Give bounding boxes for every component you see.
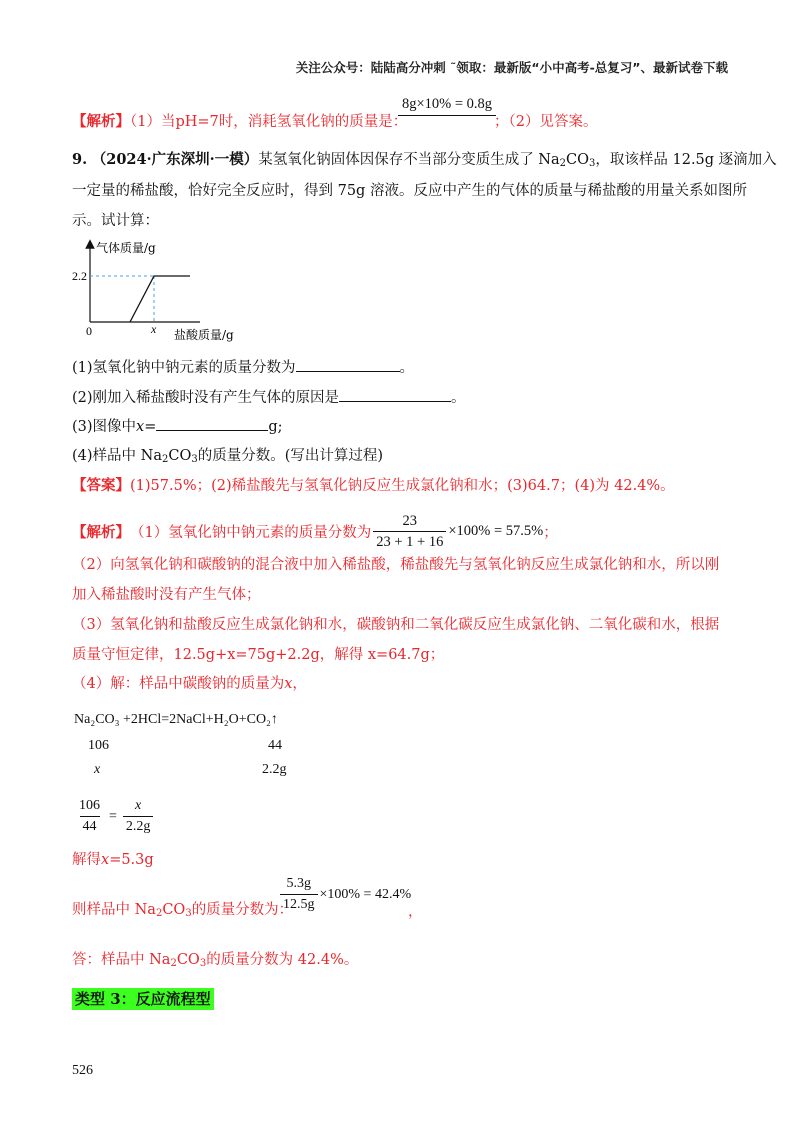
proportion-left: [76, 796, 103, 837]
prev-analysis-text2: ；（2）见答案。: [494, 114, 598, 130]
solve-x: x: [101, 852, 110, 868]
ratio-den: 12.5g: [280, 894, 318, 915]
chemical-equation: Na₂CO₃ +2HCl=2NaCl+H₂O+CO₂↑: [74, 712, 278, 727]
prev-analysis: [72, 110, 407, 131]
ratio-end: ，: [408, 904, 423, 920]
sub2-blank: [339, 400, 451, 402]
answer-text: (1)57.5%；(2)稀盐酸先与氢氧化钠反应生成氯化钠和水；(3)64.7；(4)为 42.4%。: [130, 478, 675, 494]
sub3-blank: [156, 429, 268, 431]
analysis-4-x: x: [284, 676, 293, 692]
analysis-1: [72, 511, 558, 552]
x-tick-label: x: [151, 322, 157, 336]
na-fraction: [373, 511, 446, 552]
section-title: [72, 988, 214, 1009]
origin-label: 0: [86, 324, 92, 338]
proportion-num-1: 106: [79, 798, 100, 813]
ratio-text-b: 的质量分数为：: [191, 902, 294, 918]
stem-part-a: 某氢氧化钠固体因保存不当部分变质生成了 Na: [258, 152, 560, 168]
sub-question-3: [72, 415, 283, 436]
ratio-text-a: 则样品中 Na: [72, 902, 156, 918]
proportion-num-2: x: [135, 798, 142, 813]
ratio-line: 则样品中 $Na_2CO_3$的质量分数为：: [72, 902, 294, 919]
prev-analysis-text1: （1）当pH=7时，消耗氢氧化钠的质量是：: [130, 114, 408, 130]
eq-mass-106: 106: [88, 738, 109, 753]
eq-mass-44: 44: [268, 738, 282, 753]
sub-question-1: [72, 356, 414, 377]
na-fraction-den: 23 + 1 + 16: [373, 531, 446, 552]
ratio-num: 5.3g: [286, 876, 311, 891]
question-9-line1: 9. （2024·广东深圳·一模）某氢氧化钠固体因保存不当部分变质生成了 $Na_2CO_3$，取该样品 12.5g 逐滴加入: [72, 151, 777, 169]
sub-question-2: [72, 386, 466, 407]
analysis-4: [72, 672, 307, 693]
stem-part-b: ，取该样品 12.5g 逐滴加入: [595, 152, 777, 168]
eq-unknown-x: x: [94, 762, 101, 777]
analysis-3: （3）氢氧化钠和盐酸反应生成氯化钠和水，碳酸钠和二氧化碳反应生成氯化钠、二氧化碳和水，根据质量守恒定律，12.5g+x=75g+2.2g，解得 x=64.7g；: [72, 617, 720, 663]
y-axis-label: 气体质量/g: [96, 241, 156, 255]
proportion-den-1: 44: [80, 816, 100, 837]
ratio-formula: [278, 874, 411, 915]
answer-line: [72, 474, 675, 495]
analysis-tag: 【解析】: [72, 113, 130, 130]
sub2-end: 。: [451, 390, 466, 406]
header-promo: 关注公众号：陆陆高分冲刺 ˜领取：最新版“小中高考-总复习”、最新试卷下载: [295, 60, 728, 75]
final-text-b: 的质量分数为 42.4%。: [206, 952, 359, 968]
question-source: （2024·广东深圳·一模）: [91, 151, 259, 168]
proportion: $\frac{106}{44}$ = $\frac{x}{2.2g}$: [74, 796, 155, 837]
analysis-2: （2）向氢氧化钠和碳酸钠的混合液中加入稀盐酸，稀盐酸先与氢氧化钠反应生成氯化钠和水，所以刚加入稀盐酸时没有产生气体；: [72, 557, 720, 603]
solve-text: 解得: [72, 852, 101, 868]
sub3-eq: =: [144, 419, 157, 435]
proportion-den-2: 2.2g: [123, 816, 154, 837]
question-number: 9.: [72, 151, 88, 168]
x-axis-label: 盐酸质量/g: [174, 328, 234, 342]
section-title-badge: 类型 3：反应流程型: [72, 988, 214, 1010]
sub4-text-a: (4)样品中 Na: [72, 448, 162, 464]
ratio-tail: ×100% = 42.4%: [319, 886, 412, 902]
proportion-right: [123, 796, 154, 837]
question-9-line3: 示。试计算：: [72, 213, 159, 229]
sub3-end: g;: [268, 419, 283, 435]
sub2-text: (2)刚加入稀盐酸时没有产生气体的原因是: [72, 390, 340, 406]
final-answer: 答：样品中 $Na_2CO_3$的质量分数为 42.4%。: [72, 952, 359, 969]
sub4-text-b: 的质量分数。(写出计算过程): [197, 448, 384, 464]
sub3-text: (3)图像中: [72, 419, 137, 435]
sub1-end: 。: [399, 360, 415, 376]
ratio-fraction: [280, 874, 318, 915]
sub1-text: (1)氢氧化钠中钠元素的质量分数为: [72, 360, 296, 376]
na-fraction-num: 23: [402, 513, 418, 529]
final-text-a: 答：样品中 Na: [72, 952, 171, 968]
gas-curve: [130, 276, 190, 322]
answer-tag: 【答案】: [72, 477, 130, 494]
na-fraction-tail: ×100% = 57.5%: [448, 523, 544, 539]
solve-line: [72, 848, 154, 869]
sub-question-4: (4)样品中 $Na_2CO_3$的质量分数。(写出计算过程): [72, 448, 384, 465]
analysis-tag-2: 【解析】: [72, 524, 130, 541]
analysis-4-text: （4）解：样品中碳酸钠的质量为: [72, 676, 285, 692]
prev-formula: 8g×10% = 0.8g: [398, 96, 496, 116]
analysis-4-end: ，: [292, 676, 307, 692]
y-tick-label: 2.2: [72, 269, 87, 283]
page-number: 526: [72, 1063, 93, 1078]
eq-mass-2-2g: 2.2g: [262, 762, 287, 777]
sub3-x: x: [136, 419, 145, 435]
solve-value: =5.3g: [109, 852, 154, 868]
sub1-blank: [296, 370, 400, 372]
analysis-1-text: （1）氢氧化钠中钠元素的质量分数为: [130, 525, 372, 541]
question-9-line2: 一定量的稀盐酸，恰好完全反应时，得到 75g 溶液。反应中产生的气体的质量与稀盐酸的用量关系如图所: [72, 183, 747, 199]
gas-mass-chart: [72, 236, 272, 346]
analysis-1-end: ；: [543, 525, 558, 541]
